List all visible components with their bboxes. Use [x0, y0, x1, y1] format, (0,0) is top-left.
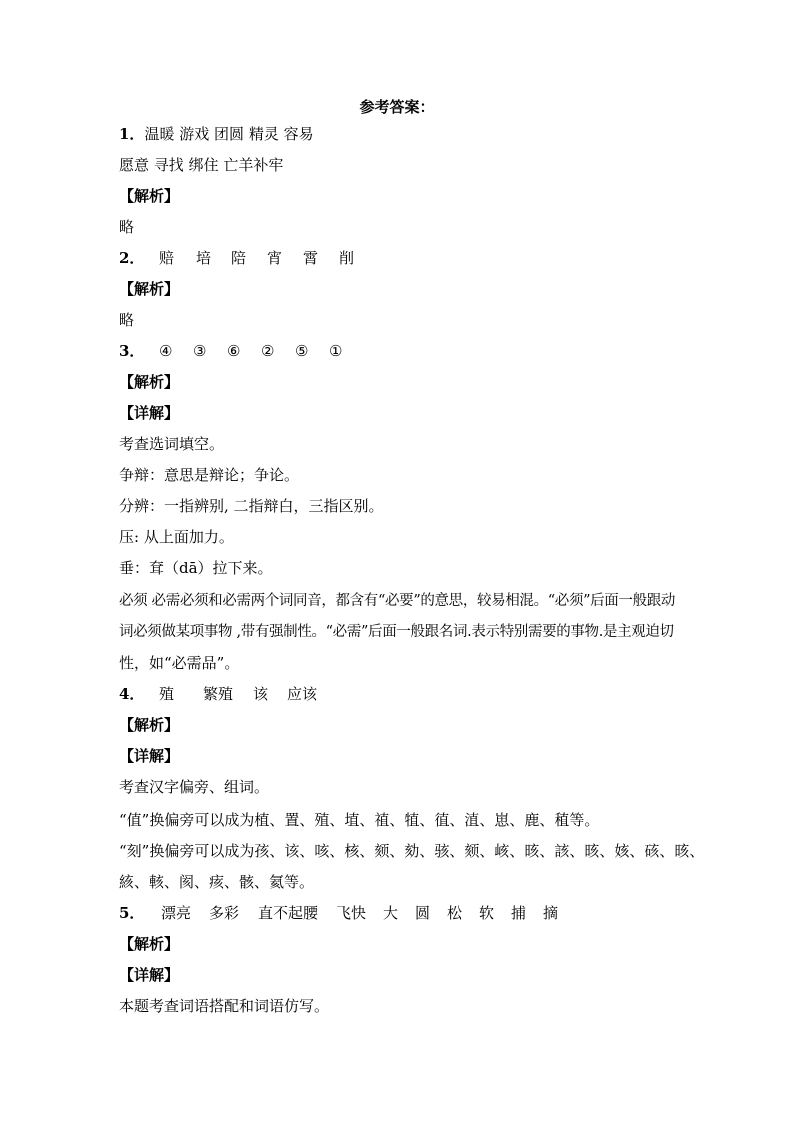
q1-word: 绑住	[188, 156, 219, 174]
q2-number: 2．	[119, 249, 145, 267]
q1-answer-line-1	[119, 124, 314, 144]
q5-word: 软	[479, 904, 495, 922]
q1-word: 亡羊补牢	[223, 156, 284, 174]
q3-answer-line	[119, 341, 342, 361]
q4-detail-line: “值”换偏旁可以成为植、置、殖、埴、禃、犆、徝、淔、崽、鹿、稙等。	[119, 811, 600, 829]
q5-word: 摘	[543, 904, 559, 922]
q4-word: 该	[253, 685, 269, 703]
q3-option: ①	[329, 342, 343, 360]
q3-detail-line: 分辨：一指辨别, 二指辩白，三指区别。	[119, 497, 384, 515]
q4-answer-line	[119, 684, 317, 704]
q3-analysis-label: 【解析】	[119, 373, 180, 391]
q3-option: ⑤	[295, 342, 309, 360]
q4-detail-label: 【详解】	[119, 747, 180, 765]
q4-word: 繁殖	[203, 685, 234, 703]
q2-analysis-text: 略	[119, 311, 135, 329]
q3-number: 3．	[119, 342, 145, 360]
q5-answer-line	[119, 903, 558, 923]
q3-option: ④	[159, 342, 173, 360]
q4-word: 殖	[159, 685, 175, 703]
q1-word: 愿意	[119, 156, 150, 174]
q1-number: 1．	[119, 125, 145, 143]
q3-detail-line: 争辩：意思是辩论；争论。	[119, 466, 300, 484]
q3-detail-line: 垂：耷（dā）拉下来。	[119, 559, 273, 577]
q5-detail-label: 【详解】	[119, 966, 180, 984]
q2-char: 霄	[303, 249, 319, 267]
q2-char: 培	[196, 249, 212, 267]
q4-detail-line: 絯、輆、阂、痎、骸、氦等。	[119, 873, 315, 891]
q1-analysis-label: 【解析】	[119, 187, 180, 205]
q2-analysis-label: 【解析】	[119, 280, 180, 298]
q2-char: 赔	[159, 249, 175, 267]
q5-word: 大	[383, 904, 399, 922]
q1-word: 容易	[283, 125, 314, 143]
q2-char: 削	[339, 249, 355, 267]
q3-detail-line: 性，如“必需品”。	[119, 654, 240, 672]
q5-word: 直不起腰	[258, 904, 319, 922]
q5-detail-line: 本题考查词语搭配和词语仿写。	[119, 997, 330, 1015]
q1-word: 精灵	[248, 125, 279, 143]
q4-number: 4．	[119, 685, 145, 703]
q5-number: 5．	[119, 904, 145, 922]
q1-word: 温暖	[144, 125, 175, 143]
q4-detail-line: 考查汉字偏旁、组词。	[119, 778, 270, 796]
q4-detail-line: “刻”换偏旁可以成为孩、该、咳、核、颏、劾、骇、颏、峐、晐、該、晐、姟、硋、晐、	[119, 842, 705, 860]
q3-detail-line: 必须 必需必须和必需两个词同音，都含有“必要”的意思，较易相混。“必须”后面一般跟动	[119, 593, 676, 609]
q5-analysis-label: 【解析】	[119, 935, 180, 953]
q2-char: 宵	[267, 249, 283, 267]
q3-detail-line: 词必须做某项事物 ,带有强制性。“必需”后面一般跟名词.表示特别需要的事物.是主观迫切	[119, 624, 674, 640]
page-title: 参考答案：	[359, 98, 435, 116]
q1-answer-line-2	[119, 155, 283, 175]
q4-word: 应该	[287, 685, 318, 703]
q5-word: 漂亮	[161, 904, 192, 922]
q1-word: 游戏	[179, 125, 210, 143]
q1-word: 寻找	[153, 156, 184, 174]
q2-answer-line	[119, 248, 354, 268]
q3-detail-line: 压: 从上面加力。	[119, 528, 234, 546]
q3-detail-line: 考查选词填空。	[119, 435, 225, 453]
q5-word: 多彩	[209, 904, 240, 922]
q5-word: 飞快	[336, 904, 367, 922]
q3-detail-label: 【详解】	[119, 404, 180, 422]
q5-word: 捕	[511, 904, 527, 922]
q4-analysis-label: 【解析】	[119, 716, 180, 734]
q2-char: 陪	[231, 249, 247, 267]
q3-option: ②	[261, 342, 275, 360]
q1-word: 团圆	[214, 125, 245, 143]
q1-analysis-text: 略	[119, 218, 135, 236]
q3-option: ③	[193, 342, 207, 360]
q5-word: 圆	[415, 904, 431, 922]
q5-word: 松	[447, 904, 463, 922]
q3-option: ⑥	[227, 342, 241, 360]
